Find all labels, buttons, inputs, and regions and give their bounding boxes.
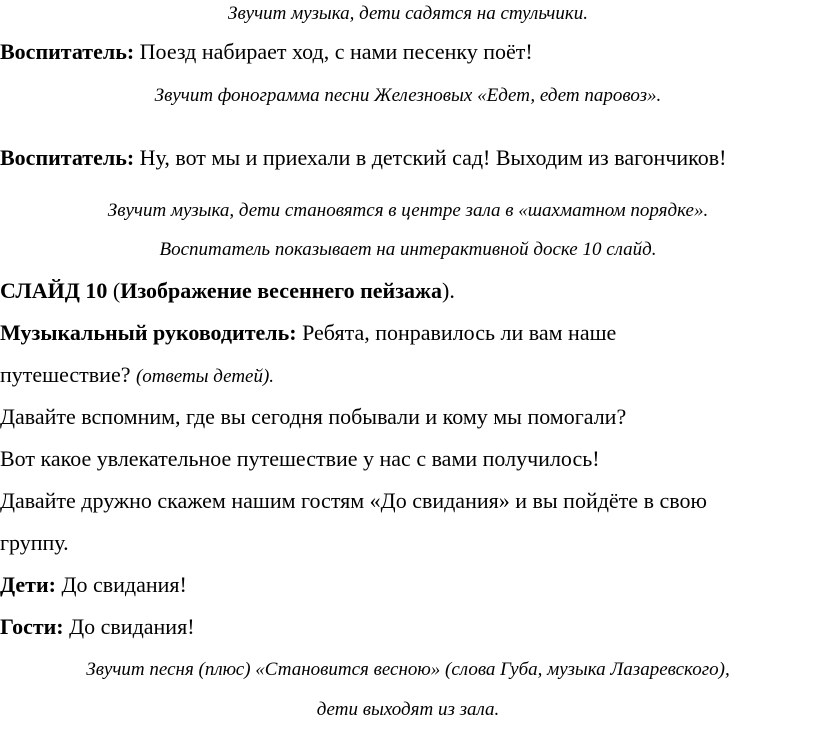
speech-music-director — [0, 322, 816, 344]
stage-direction-text: Воспитатель показывает на интерактивной доске 10 слайд. — [159, 239, 657, 260]
speaker-label: Музыкальный руководитель: — [0, 320, 297, 345]
speech-text: Вот какое увлекательное путешествие у нас с вами получилось! — [0, 446, 600, 471]
speech-text: Давайте вспомним, где вы сегодня побывали и кому мы помогали? — [0, 404, 627, 429]
stage-direction-text: Звучит фонограмма песни Железновых «Едет, едет паровоз». — [154, 85, 662, 106]
slide-title: Изображение весеннего пейзажа — [120, 278, 442, 303]
stage-direction-music-chairs — [0, 4, 816, 23]
speaker-label: Дети: — [0, 572, 56, 597]
speech-text: До свидания! — [55, 572, 187, 597]
speech-text: Ребята, понравилось ли вам наше — [296, 320, 617, 345]
speech-exciting-journey — [0, 448, 816, 470]
stage-direction-text: Звучит музыка, дети садятся на стульчики. — [228, 3, 588, 24]
speech-group — [0, 532, 816, 554]
stage-direction-text: Звучит песня (плюс) «Становится весною» (слова Губа, музыка Лазаревского), — [86, 659, 730, 680]
speech-text: Давайте дружно скажем нашим гостям «До свидания» и вы пойдёте в свою — [0, 488, 707, 513]
speech-guests-goodbye — [0, 616, 816, 638]
speaker-label: Воспитатель: — [0, 145, 135, 170]
speech-text: До свидания! — [63, 614, 195, 639]
slide-close-paren: ). — [442, 278, 455, 303]
speech-say-goodbye — [0, 490, 816, 512]
speech-text: Ну, вот мы и приехали в детский сад! Выходим из вагончиков! — [134, 145, 727, 170]
slide-open-paren: ( — [107, 278, 121, 303]
speech-children-goodbye — [0, 574, 816, 596]
stage-direction-song-parovoz — [0, 86, 816, 105]
speech-text: путешествие? — [0, 362, 136, 387]
stage-direction-final-song — [0, 660, 816, 679]
stage-direction-exit — [0, 700, 816, 719]
stage-direction-text: дети выходят из зала. — [316, 699, 500, 720]
speech-teacher-train — [0, 41, 816, 63]
stage-direction-slide — [0, 240, 816, 259]
speech-text: Поезд набирает ход, с нами песенку поёт! — [134, 39, 533, 64]
speaker-label: Воспитатель: — [0, 39, 135, 64]
speech-text: группу. — [0, 530, 69, 555]
stage-direction-chess-order — [0, 201, 816, 220]
speech-remember — [0, 406, 816, 428]
speech-teacher-arrived — [0, 147, 816, 169]
slide-label: СЛАЙД 10 — [0, 278, 108, 303]
children-answers-note: (ответы детей). — [135, 366, 275, 387]
stage-direction-text: Звучит музыка, дети становятся в центре зала в «шахматном порядке». — [107, 200, 709, 221]
slide-10-heading — [0, 280, 816, 302]
speech-journey-question — [0, 364, 816, 386]
speaker-label: Гости: — [0, 614, 64, 639]
